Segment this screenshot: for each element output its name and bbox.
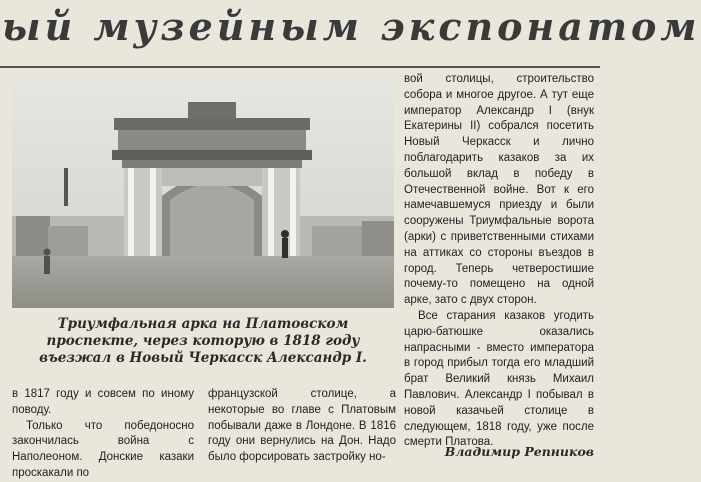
bottom-middle-paragraph-1: французской столице, а некоторые во главе с Платовым побывали даже в Лондоне. В 1816 году они вернулись на Дон. Надо было форсировать застройку но- bbox=[208, 388, 396, 464]
arch-photo bbox=[12, 76, 394, 308]
author-signature: Владимир Репников bbox=[444, 444, 594, 459]
bottom-left-column bbox=[12, 387, 194, 477]
bottom-left-paragraph-2: Только что победоносно закончилась война с Наполеоном. Донские казаки проскакали по bbox=[12, 419, 194, 479]
right-column bbox=[404, 72, 594, 449]
article-headline: ый музейным экспонатом bbox=[2, 4, 701, 49]
bottom-left-paragraph-1: в 1817 году и совсем по иному поводу. bbox=[12, 388, 194, 416]
triumphal-arch-illustration bbox=[12, 76, 394, 308]
photo-caption: Триумфальная арка на Платовском проспекте, через которую в 1818 году въезжал в Новый Черкасск Александр I. bbox=[39, 316, 367, 366]
right-column-paragraph-1: вой столицы, строительство собора и многое другое. А тут еще император Александр I (внук Екатерины II) собрался посетить Новый Черкасск и лично поблагодарить казаков за их большой вклад в победу в Отечественной войне. Вот к его намечавшемуся приезду и были сооружены Триумфальные ворота (арки) с приветственными стихами на аттиках со стороны въездов в город. Теперь четверостишие почему-то помещено на одной арке, зато с двух сторон. bbox=[404, 73, 594, 307]
right-column-paragraph-2: Все старания казаков угодить царю-батюшке оказались напрасными - вместо императора в город прибыл тогда его младший брат Великий князь Михаил Павлович. Александр I побывал в новой казачьей столице в следующем, 1818 году, уже после смерти Платова. bbox=[404, 309, 594, 449]
headline-rule bbox=[0, 66, 600, 68]
bottom-middle-column bbox=[208, 387, 396, 477]
